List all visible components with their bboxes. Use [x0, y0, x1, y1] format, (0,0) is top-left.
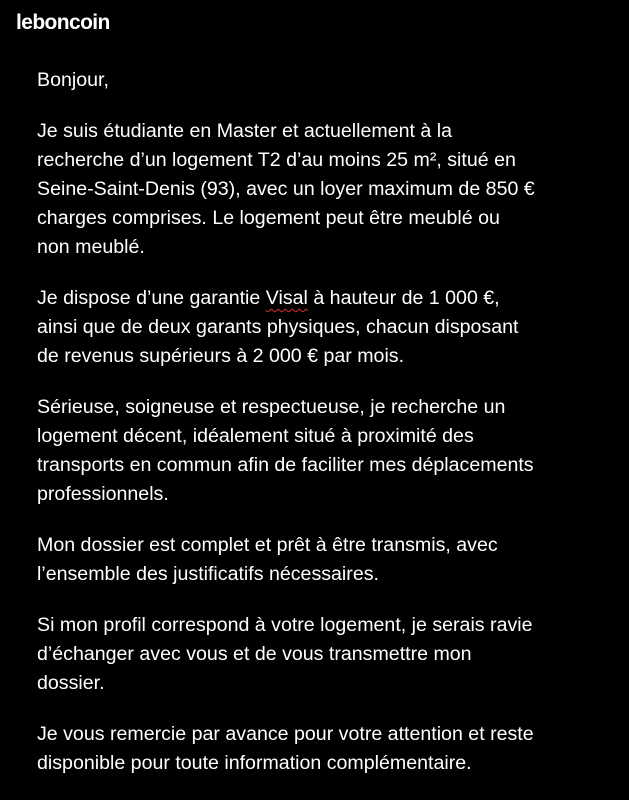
spellcheck-word[interactable]: Visal: [265, 287, 308, 309]
text-line: Mon dossier est complet et prêt à être transmis, avec: [37, 534, 498, 556]
text-line: professionnels.: [37, 483, 169, 505]
paragraph-contact: [37, 611, 607, 698]
text-line: Je vous remercie par avance pour votre attention et reste: [37, 723, 534, 745]
text-line: Seine-Saint-Denis (93), avec un loyer maximum de 850 €: [37, 178, 535, 200]
text-line: Je suis étudiante en Master et actuellement à la: [37, 120, 452, 142]
paragraph-closing: [37, 720, 607, 778]
text-line: l’ensemble des justificatifs nécessaires.: [37, 563, 379, 585]
text-segment: Je dispose d’une garantie: [37, 287, 266, 309]
text-line: d’échanger avec vous et de vous transmettre mon: [37, 643, 472, 665]
text-segment: à hauteur de 1 000 €,: [307, 287, 500, 309]
greeting: Bonjour,: [37, 69, 109, 91]
paragraph-profile: [37, 393, 607, 509]
paragraph-guarantee: [37, 284, 607, 371]
text-line: transports en commun afin de faciliter mes déplacements: [37, 454, 534, 476]
leboncoin-logo: leboncoin: [16, 11, 110, 34]
text-line: recherche d’un logement T2 d’au moins 25 m², situé en: [37, 149, 516, 171]
paragraph-dossier: [37, 531, 607, 589]
text-line: logement décent, idéalement situé à proximité des: [37, 425, 474, 447]
text-line: [37, 284, 607, 313]
message-body: [37, 66, 607, 800]
text-line: ainsi que de deux garants physiques, chacun disposant: [37, 316, 519, 338]
text-line: Si mon profil correspond à votre logement, je serais ravie: [37, 614, 533, 636]
text-line: de revenus supérieurs à 2 000 € par mois.: [37, 345, 405, 367]
text-line: charges comprises. Le logement peut être meublé ou: [37, 207, 500, 229]
text-line: Sérieuse, soigneuse et respectueuse, je recherche un: [37, 396, 506, 418]
text-line: disponible pour toute information complémentaire.: [37, 752, 472, 774]
text-line: non meublé.: [37, 236, 145, 258]
text-line: dossier.: [37, 672, 105, 694]
paragraph-search: [37, 117, 607, 262]
